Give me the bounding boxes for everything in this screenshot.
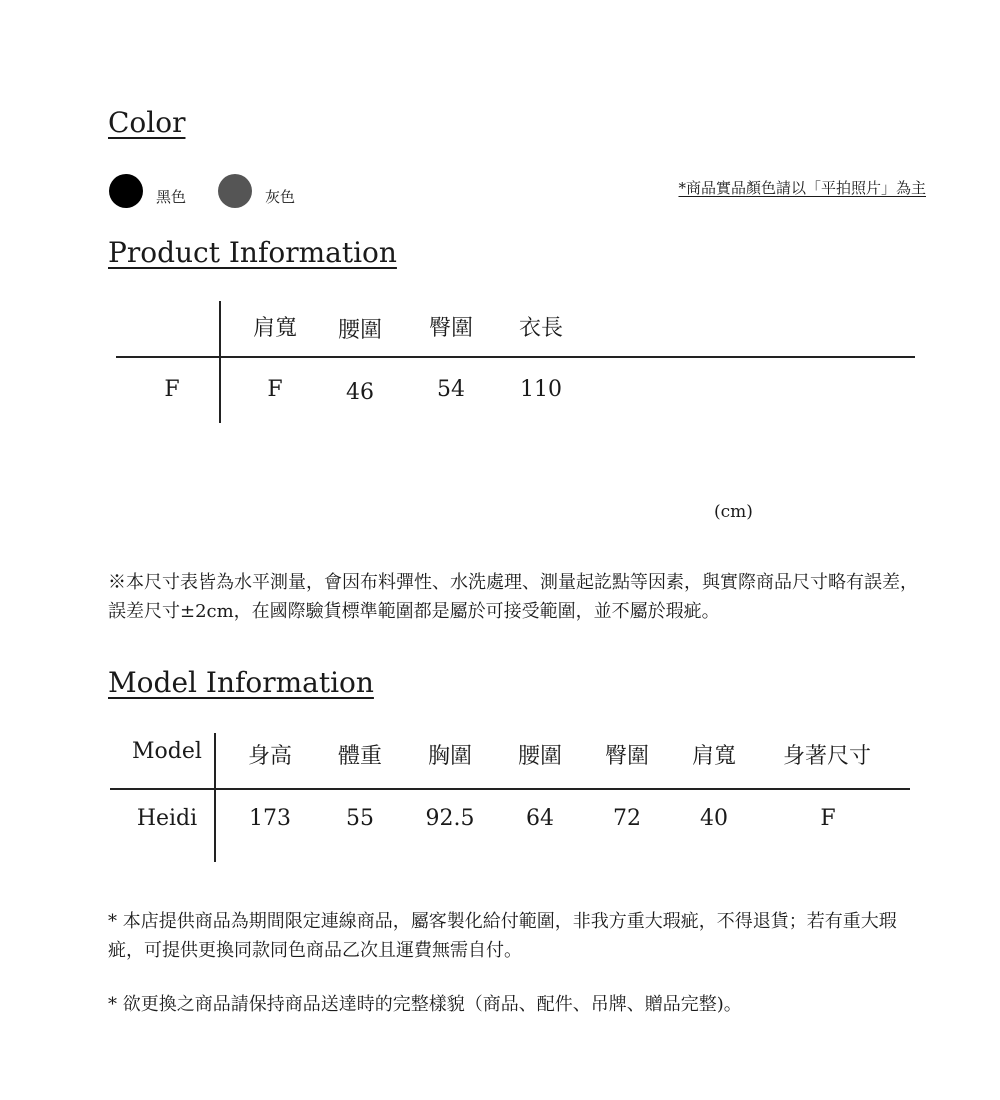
measurement-disclaimer: ※本尺寸表皆為水平測量，會因布料彈性、水洗處理、測量起訖點等因素，與實際商品尺寸略有誤差，誤差尺寸±2cm，在國際驗貨標準範圍都是屬於可接受範圍，並不屬於瑕疵。 xyxy=(108,572,918,622)
header-weight: 體重 xyxy=(337,744,382,769)
color-disclaimer-note: *商品實品顏色請以「平拍照片」為主 xyxy=(678,179,926,197)
return-policy-note: * 本店提供商品為期間限定連線商品，屬客製化給付範圍，非我方重大瑕疵，不得退貨；若有重大瑕疵，可提供更換同款同色商品乙次且運費無需自付。 xyxy=(108,911,897,961)
model-hip: 72 xyxy=(613,806,641,831)
unit-label: (cm) xyxy=(714,502,753,522)
product-info-heading: Product Information xyxy=(108,236,397,269)
model-worn-size: F xyxy=(820,806,836,831)
value-length: 110 xyxy=(520,377,562,402)
table-divider-vertical xyxy=(219,301,221,423)
header-worn-size: 身著尺寸 xyxy=(782,744,871,769)
header-waist: 腰圍 xyxy=(337,318,382,343)
model-name: Heidi xyxy=(136,806,198,831)
value-shoulder: F xyxy=(267,377,283,402)
black-swatch[interactable] xyxy=(109,174,143,208)
header-hip: 臀圍 xyxy=(428,316,473,341)
header-height: 身高 xyxy=(247,744,292,769)
exchange-condition-note: * 欲更換之商品請保持商品送達時的完整樣貌（商品、配件、吊牌、贈品完整)。 xyxy=(108,994,742,1015)
header-model-hip: 臀圍 xyxy=(604,744,649,769)
header-model-shoulder: 肩寬 xyxy=(691,744,736,769)
value-waist: 46 xyxy=(346,380,374,405)
table-divider-horizontal xyxy=(116,356,915,358)
value-hip: 54 xyxy=(437,377,465,402)
model-table-divider-horizontal xyxy=(110,788,910,790)
model-waist: 64 xyxy=(526,806,554,831)
header-length: 衣長 xyxy=(518,316,563,341)
header-bust: 胸圍 xyxy=(427,744,472,769)
black-swatch-label: 黑色 xyxy=(156,188,187,206)
model-bust: 92.5 xyxy=(425,806,475,831)
header-model-waist: 腰圍 xyxy=(517,744,562,769)
gray-swatch-label: 灰色 xyxy=(265,188,296,206)
header-shoulder: 肩寬 xyxy=(252,316,297,341)
model-table-divider-vertical xyxy=(214,733,216,862)
model-height: 173 xyxy=(249,806,291,831)
model-info-heading: Model Information xyxy=(108,666,374,699)
header-model: Model xyxy=(132,739,202,764)
model-weight: 55 xyxy=(346,806,374,831)
color-heading: Color xyxy=(108,106,186,139)
size-label: F xyxy=(164,377,180,402)
gray-swatch[interactable] xyxy=(218,174,252,208)
model-shoulder: 40 xyxy=(700,806,728,831)
